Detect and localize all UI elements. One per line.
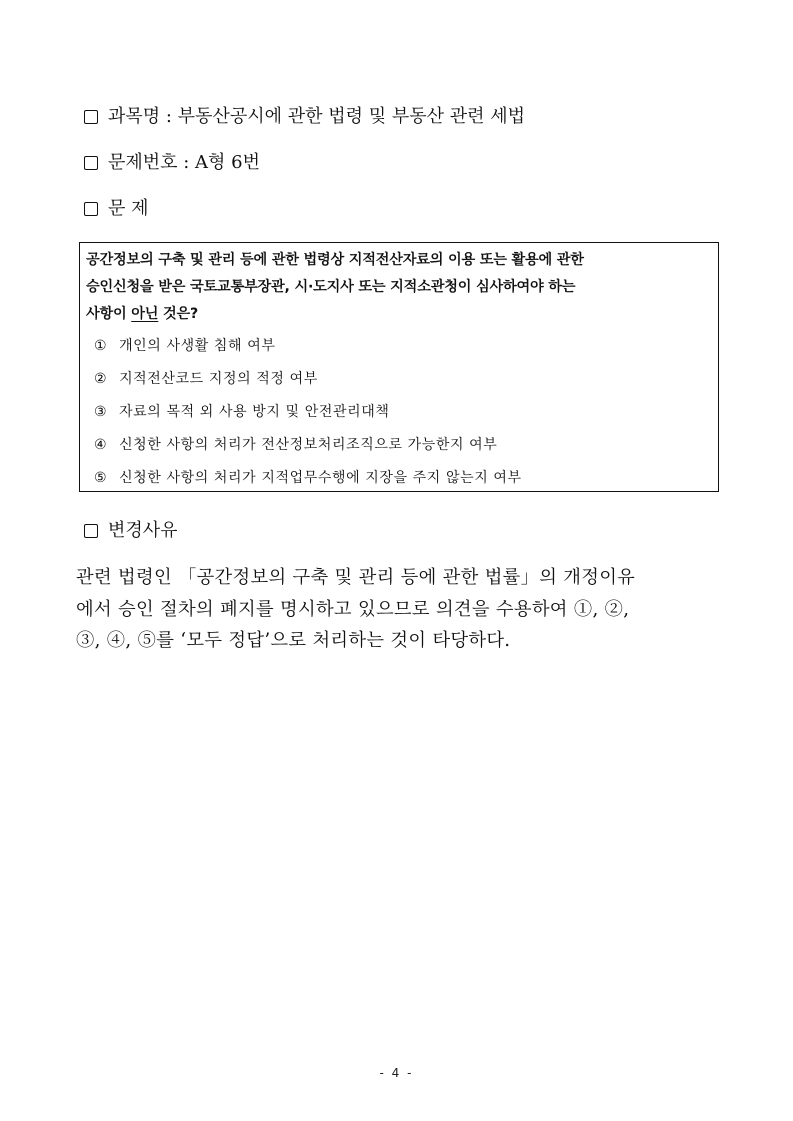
option-text: 자료의 목적 외 사용 방지 및 안전관리대책 (119, 404, 390, 420)
change-reason-text: 변경사유 (108, 520, 178, 541)
question-number-heading (84, 150, 260, 176)
option-number: ④ (94, 437, 108, 453)
option-number: ③ (94, 404, 108, 420)
subject-heading (84, 104, 525, 130)
question-stem (86, 247, 712, 328)
stem-line: 공간정보의 구축 및 관리 등에 관한 법령상 지적전산자료의 이용 또는 활용에 관한 (86, 252, 584, 268)
option-item (94, 336, 275, 356)
option-item (94, 435, 497, 455)
option-number: ② (94, 371, 108, 387)
page-number: - 4 - (379, 1066, 414, 1080)
option-number: ⑤ (94, 470, 108, 486)
option-text: 지적전산코드 지정의 적정 여부 (119, 371, 318, 387)
question-box (79, 242, 719, 492)
stem-emphasis: 아닌 (131, 306, 159, 322)
stem-line: 승인신청을 받은 국토교통부장관, 시·도지사 또는 지적소관청이 심사하여야 하는 (86, 279, 576, 295)
option-number: ① (94, 338, 108, 354)
question-number-text: 문제번호 : A형 6번 (108, 152, 261, 173)
option-text: 개인의 사생활 침해 여부 (119, 338, 276, 354)
question-heading (84, 196, 149, 222)
checkbox-icon (84, 524, 98, 538)
reason-line: 관련 법령인 「공간정보의 구축 및 관리 등에 관한 법률」의 개정이유 (76, 567, 636, 588)
reason-line: 에서 승인 절차의 폐지를 명시하고 있으므로 의견을 수용하여 ①, ②, (76, 598, 630, 620)
question-heading-text: 문 제 (108, 198, 149, 219)
reason-line: ③, ④, ⑤를 ‘모두 정답’으로 처리하는 것이 타당하다. (76, 630, 511, 651)
stem-suffix: 것은? (158, 306, 199, 322)
option-item (94, 402, 389, 422)
stem-line (86, 301, 712, 328)
stem-prefix: 사항이 (86, 306, 132, 322)
option-item (94, 468, 522, 488)
checkbox-icon (84, 202, 98, 216)
checkbox-icon (84, 156, 98, 170)
checkbox-icon (84, 110, 98, 124)
reason-paragraph (76, 562, 718, 657)
option-item (94, 369, 318, 389)
subject-text: 과목명 : 부동산공시에 관한 법령 및 부동산 관련 세법 (108, 106, 525, 127)
change-reason-heading (84, 518, 178, 544)
option-text: 신청한 사항의 처리가 전산정보처리조직으로 가능한지 여부 (119, 437, 498, 453)
option-text: 신청한 사항의 처리가 지적업무수행에 지장을 주지 않는지 여부 (119, 470, 522, 486)
